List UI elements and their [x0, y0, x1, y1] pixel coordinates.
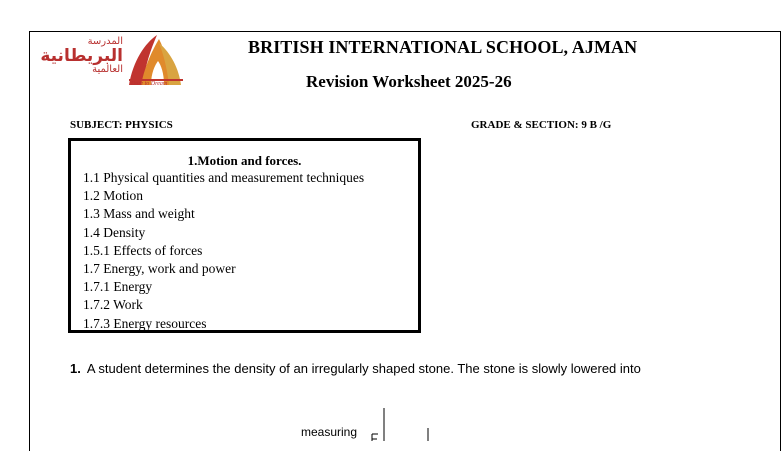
grade-section-label: GRADE & SECTION: 9 B /G: [471, 119, 612, 131]
topic-item: 1.7.3 Energy resources: [83, 315, 207, 331]
subject-label: SUBJECT: PHYSICS: [70, 119, 173, 131]
topic-item: 1.7 Energy, work and power: [83, 261, 236, 277]
measuring-cylinder-diagram: [369, 406, 439, 441]
logo-arabic-text: [33, 37, 123, 76]
topic-item: 1.7.1 Energy: [83, 279, 153, 295]
topic-item: 1.5.1 Effects of forces: [83, 242, 203, 258]
topic-item: 1.3 Mass and weight: [83, 206, 195, 222]
topics-box: [68, 138, 421, 333]
figure-label: measuring: [301, 425, 358, 439]
logo-arabic-line-2: البريطانية: [40, 45, 123, 66]
topics-heading: 1.Motion and forces.: [187, 153, 302, 168]
topic-item: 1.4 Density: [83, 224, 146, 240]
question-text: A student determines the density of an irregularly shaped stone. The stone is slowly lowered into: [86, 361, 641, 376]
logo-tagline: Dare to Dream: [131, 81, 168, 87]
logo-arabic-line-1: المدرسة: [87, 36, 123, 47]
logo-arabic-line-3: العالمية: [92, 64, 123, 76]
question-1: [70, 361, 641, 376]
worksheet-title: Revision Worksheet 2025-26: [306, 72, 512, 91]
topic-item: 1.2 Motion: [83, 188, 144, 204]
topic-item: 1.7.2 Work: [83, 297, 143, 313]
question-number: 1.: [70, 361, 81, 376]
school-name: BRITISH INTERNATIONAL SCHOOL, AJMAN: [248, 37, 638, 57]
topic-item: 1.1 Physical quantities and measurement techniques: [83, 170, 365, 185]
school-logo: [33, 33, 185, 93]
